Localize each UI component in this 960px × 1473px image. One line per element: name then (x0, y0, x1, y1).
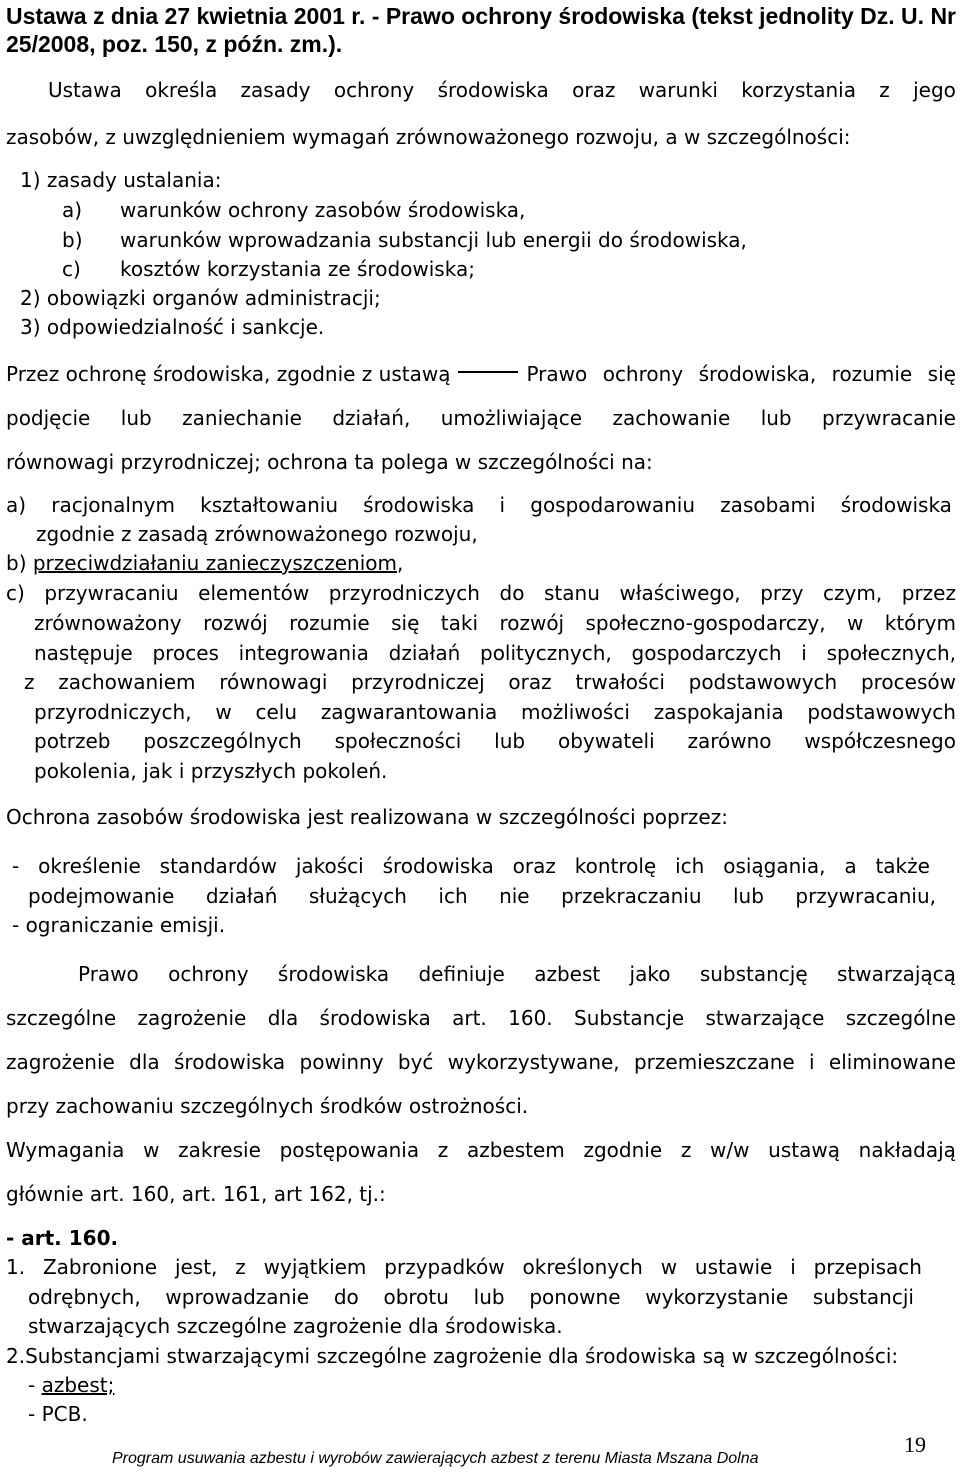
word: współczesnego (804, 729, 956, 753)
word: do (333, 1285, 359, 1309)
word: podjęcie (6, 406, 91, 430)
word: środowiska (277, 962, 390, 986)
word: powinny (299, 1050, 384, 1074)
word: 160. (508, 1006, 553, 1030)
asbestos-line-2 (6, 1005, 956, 1031)
word: społecznych, (826, 641, 956, 665)
resources-item-2: - ograniczanie emisji. (12, 913, 226, 937)
word: wyjątkiem (263, 1255, 367, 1279)
measure-a-line-2: zgodnie z zasadą zrównoważonego rozwoju, (36, 522, 478, 546)
word: równowagi (219, 670, 328, 694)
word: zagrożenie (137, 1006, 247, 1030)
scope-item-b-marker: b) (62, 228, 83, 252)
word: i (809, 1050, 815, 1074)
word: lub (732, 884, 764, 908)
scope-item-2: 2) obowiązki organów administracji; (20, 286, 381, 310)
word: eliminowane (828, 1050, 956, 1074)
article-heading: - art. 160. (6, 1226, 119, 1250)
word: społeczności (334, 729, 462, 753)
word: jako (629, 962, 671, 986)
word: przywracanie (822, 406, 956, 430)
word: oraz (512, 854, 556, 878)
definition-line-2 (6, 405, 956, 431)
word: w (143, 1138, 160, 1162)
article-list-item-2: - PCB. (28, 1402, 88, 1426)
word: rozwój (499, 611, 565, 635)
word: zagwarantowania (320, 700, 498, 724)
word: umożliwiające (440, 406, 583, 430)
word: gospodarczych (631, 641, 782, 665)
resources-item-1-line-1 (12, 853, 930, 879)
word: taki (440, 611, 479, 635)
em-dash (458, 371, 518, 373)
word: poszczególnych (143, 729, 302, 753)
word: ustawie (694, 1255, 773, 1279)
word: zaspokajania (653, 700, 784, 724)
word: nie (499, 884, 530, 908)
scope-item-c-marker: c) (62, 257, 81, 281)
measure-c-line-4 (24, 669, 956, 695)
word: odrębnych, (28, 1285, 141, 1309)
word: Zabronione (42, 1255, 158, 1279)
word: procesów (860, 670, 956, 694)
word: służących (308, 884, 407, 908)
asbestos-line-4: przy zachowaniu szczególnych środków ostrożności. (6, 1094, 529, 1118)
intro-line-2: zasobów, z uwzględnieniem wymagań zrównoważonego rozwoju, a w szczególności: (6, 125, 851, 149)
measure-c-line-2 (34, 610, 956, 636)
word: lub (120, 406, 152, 430)
word: ochrony (333, 78, 415, 102)
definition-line-1 (6, 361, 956, 387)
word: podejmowanie (28, 884, 175, 908)
measure-b-prefix: b) (6, 551, 33, 575)
definition-line-1-start: Przez ochronę środowiska, zgodnie z ustawą (6, 362, 451, 386)
word: z (235, 1255, 246, 1279)
word: Wymagania (6, 1138, 125, 1162)
word: c) (6, 581, 25, 605)
word: obrotu (383, 1285, 449, 1309)
word: oraz (508, 670, 552, 694)
article-p1-line-1 (6, 1254, 922, 1280)
word: działań, (332, 406, 411, 430)
measure-a-line-1 (6, 492, 952, 518)
word: podstawowych (807, 700, 956, 724)
word: i (790, 1255, 796, 1279)
measure-c-line-7: pokolenia, jak i przyszłych pokoleń. (34, 759, 388, 783)
word: oraz (572, 78, 616, 102)
word: zarówno (687, 729, 772, 753)
word: substancję (699, 962, 808, 986)
word: zagrożenie (6, 1050, 115, 1074)
article-list-item-1-dash: - (28, 1373, 42, 1397)
word: ochrony (602, 362, 684, 386)
word: społeczno-gospodarczy, (585, 611, 826, 635)
word: właściwego, (619, 581, 741, 605)
word: politycznych, (480, 641, 612, 665)
word: 1. (6, 1255, 26, 1279)
word: lub (760, 406, 792, 430)
requirements-line-1 (6, 1137, 956, 1163)
word: którym (884, 611, 956, 635)
word: przez (901, 581, 956, 605)
word: środowiska (319, 1006, 431, 1030)
word: zasady (240, 78, 311, 102)
word: zachowanie (612, 406, 731, 430)
word: podstawowych (688, 670, 838, 694)
word: Prawo (78, 962, 139, 986)
word: środowiska, (698, 362, 817, 386)
word: z (437, 1138, 449, 1162)
word: kształtowaniu (200, 493, 339, 517)
word: Substancje (574, 1006, 685, 1030)
word: zakresie (178, 1138, 261, 1162)
word: ich (675, 854, 705, 878)
measure-c-line-1 (6, 580, 956, 606)
word: postępowania (279, 1138, 420, 1162)
word: korzystania (741, 78, 856, 102)
document-title: Ustawa z dnia 27 kwietnia 2001 r. - Prawo ochrony środowiska (tekst jednolity Dz. U. Nr 25/2008, poz. 150, z późn. zm.). (6, 3, 956, 57)
word: rozumie (831, 362, 913, 386)
word: w (846, 611, 864, 635)
word: jego (913, 78, 956, 102)
definition-line-1-end (526, 361, 956, 387)
word: jest, (174, 1255, 218, 1279)
article-list-item-1 (28, 1372, 114, 1398)
asbestos-line-1 (78, 961, 956, 987)
word: nakładają (858, 1138, 956, 1162)
word: trwałości (575, 670, 665, 694)
word: do (499, 581, 525, 605)
resources-lead: Ochrona zasobów środowiska jest realizowana w szczególności poprzez: (6, 805, 728, 829)
word: działań (205, 884, 278, 908)
word: rozwój (203, 611, 268, 635)
word: art. (452, 1006, 487, 1030)
word: substancji (812, 1285, 914, 1309)
word: celu (255, 700, 298, 724)
word: lub (494, 729, 526, 753)
word: środowiska (840, 493, 952, 517)
word: i (499, 493, 506, 517)
scope-item-c: kosztów korzystania ze środowiska; (120, 257, 475, 281)
scope-item-b: warunków wprowadzania substancji lub energii do środowiska, (120, 228, 747, 252)
asbestos-line-3 (6, 1049, 956, 1075)
article-p1-line-3: stwarzających szczególne zagrożenie dla środowiska. (28, 1314, 563, 1338)
word: w (660, 1255, 678, 1279)
word: możliwości (521, 700, 630, 724)
word: wprowadzanie (165, 1285, 310, 1309)
word: obywateli (557, 729, 655, 753)
word: przyrodniczej (351, 670, 485, 694)
word: stanu (544, 581, 600, 605)
word: kontrolę (574, 854, 657, 878)
scope-item-1: 1) zasady ustalania: (20, 168, 222, 192)
word: środowiska (363, 493, 475, 517)
article-p2: 2.Substancjami stwarzającymi szczególne zagrożenie dla środowiska są w szczególności: (6, 1344, 899, 1368)
word: a) (6, 493, 27, 517)
word: być (397, 1050, 434, 1074)
measure-b-link: przeciwdziałaniu zanieczyszczeniom (32, 551, 397, 575)
word: z (879, 78, 890, 102)
word: w/w (710, 1138, 750, 1162)
word: się (391, 611, 420, 635)
measure-c-line-3 (34, 640, 956, 666)
measure-c-line-5 (34, 699, 956, 725)
word: integrowania (238, 641, 369, 665)
word: potrzeb (34, 729, 111, 753)
word: zrównoważony (34, 611, 182, 635)
word: następuje (34, 641, 133, 665)
word: proces (152, 641, 219, 665)
measure-b (6, 550, 403, 576)
word: ponowne (529, 1285, 621, 1309)
word: określa (145, 78, 218, 102)
word: środowiska (173, 1050, 286, 1074)
word: lub (473, 1285, 505, 1309)
word: w (215, 700, 232, 724)
word: wykorzystanie (645, 1285, 789, 1309)
word: szczególne (6, 1006, 117, 1030)
word: także (875, 854, 930, 878)
word: środowiska (382, 854, 494, 878)
word: zasobami (720, 493, 816, 517)
word: przekraczaniu (561, 884, 702, 908)
word: elementów (198, 581, 310, 605)
word: działań (388, 641, 461, 665)
word: określonych (522, 1255, 643, 1279)
word: wykorzystywane, (447, 1050, 620, 1074)
word: jakości (295, 854, 364, 878)
word: i (801, 641, 807, 665)
word: stwarzające (705, 1006, 825, 1030)
word: się (927, 362, 956, 386)
definition-line-3: równowagi przyrodniczej; ochrona ta polega w szczególności na: (6, 450, 653, 474)
page-footer: Program usuwania azbestu i wyrobów zawierających azbest z terenu Miasta Mszana Dolna (112, 1450, 759, 1467)
word: z (680, 1138, 692, 1162)
word: Prawo (526, 362, 588, 386)
article-p1-line-2 (28, 1284, 914, 1310)
measure-c-line-6 (34, 728, 956, 754)
scope-item-3: 3) odpowiedzialność i sankcje. (20, 315, 325, 339)
word: przywracaniu, (795, 884, 936, 908)
word: przypadków (384, 1255, 505, 1279)
resources-item-1-line-2 (28, 883, 936, 909)
word: racjonalnym (51, 493, 175, 517)
word: rozumie (289, 611, 370, 635)
page-number: 19 (904, 1432, 926, 1457)
word: ustawą (768, 1138, 840, 1162)
word: a (844, 854, 857, 878)
measure-b-suffix: , (397, 551, 404, 575)
word: ochrony (168, 962, 249, 986)
word: zgodnie (583, 1138, 663, 1162)
word: określenie (38, 854, 141, 878)
word: zaniechanie (182, 406, 302, 430)
word: przepisach (813, 1255, 922, 1279)
word: zachowaniem (58, 670, 196, 694)
word: stwarzającą (837, 962, 956, 986)
word: azbest (534, 962, 601, 986)
word: przyrodniczych, (34, 700, 192, 724)
scope-item-a: warunków ochrony zasobów środowiska, (120, 198, 526, 222)
word: warunki (638, 78, 718, 102)
word: przemieszczane (633, 1050, 795, 1074)
word: dla (267, 1006, 299, 1030)
word: szczególne (845, 1006, 956, 1030)
word: ich (438, 884, 468, 908)
word: środowiska (437, 78, 549, 102)
word: Ustawa (48, 78, 122, 102)
word: - (12, 854, 20, 878)
word: przywracaniu (44, 581, 179, 605)
word: azbestem (466, 1138, 565, 1162)
word: definiuje (418, 962, 505, 986)
word: przyrodniczych (328, 581, 480, 605)
word: osiągania, (723, 854, 826, 878)
word: gospodarowaniu (530, 493, 696, 517)
word: dla (129, 1050, 160, 1074)
scope-item-a-marker: a) (62, 198, 83, 222)
intro-line-1 (48, 77, 956, 103)
article-list-item-1-link: azbest; (41, 1373, 115, 1397)
word: z (24, 670, 35, 694)
word: standardów (159, 854, 277, 878)
word: czym, (823, 581, 883, 605)
requirements-line-2: głównie art. 160, art. 161, art 162, tj.: (6, 1182, 386, 1206)
word: przy (760, 581, 804, 605)
